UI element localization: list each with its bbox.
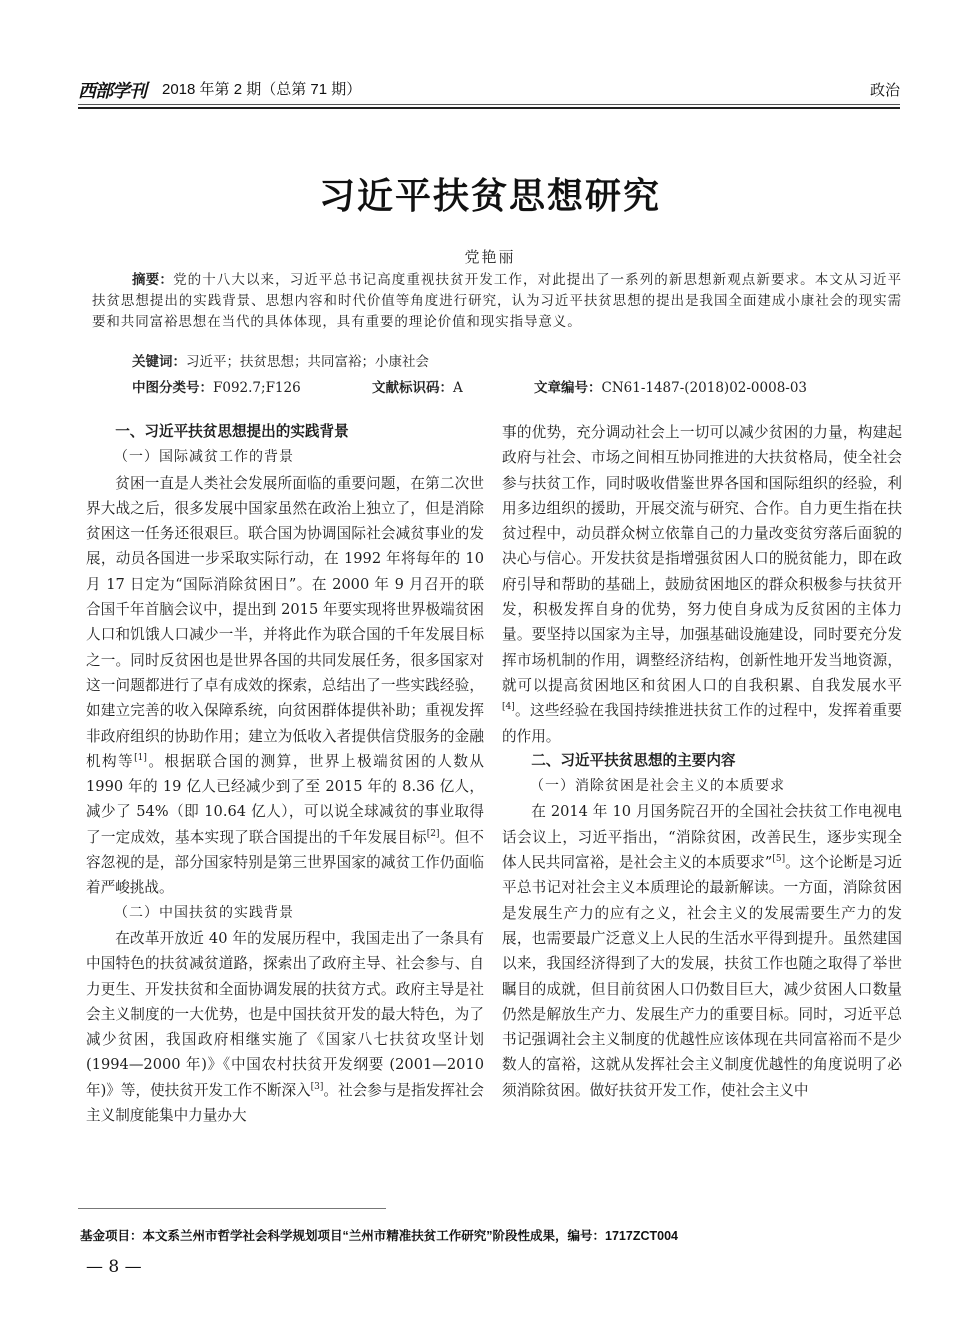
footnote-rule	[78, 1208, 386, 1209]
funding-label: 基金项目：	[80, 1229, 143, 1243]
keywords	[132, 350, 429, 370]
article-no-value: CN61-1487-(2018)02-0008-03	[601, 380, 808, 396]
clc-number	[132, 376, 301, 396]
header-rule-thick	[78, 107, 900, 109]
citation-ref: [3]	[310, 1081, 324, 1092]
article-title: 习近平扶贫思想研究	[318, 175, 661, 217]
abstract-label: 摘要：	[132, 272, 174, 287]
paragraph: 在 2014 年 10 月国务院召开的全国社会扶贫工作电视电话会议上，习近平指出，“消除贫困，改善民生，逐步实现全体人民共同富裕，是社会主义的本质要求”[5]。这个论断是习近平总书记对社会主义本质理论的最新解读。一方面，消除贫困是发展生产力的应有之义，社会主义的发展需要生产力的发展，也需要最广泛意义上人民的生活水平得到提升。虽然建国以来，我国经济得到了大的发展，扶贫工作也随之取得了举世瞩目的成就，但目前贫困人口仍数目巨大，减少贫困人口数量仍然是解放生产力、发展生产力的重要目标。同时，习近平总书记强调社会主义制度的优越性应该体现在共同富裕而不是少数人的富裕，这就从发挥社会主义制度优越性的角度说明了必须消除贫困。做好扶贫开发工作，使社会主义中	[502, 803, 902, 1099]
keywords-label: 关键词：	[132, 354, 186, 369]
journal-logo: 西部学刊	[78, 81, 146, 102]
citation-ref: [5]	[772, 854, 786, 865]
abstract	[92, 269, 902, 333]
section-tag: 政治	[869, 82, 900, 99]
paragraph: 贫困一直是人类社会发展所面临的重要问题，在第二次世界大战之后，很多发展中国家虽然在政治上独立了，但是消除贫困这一任务还很艰巨。联合国为协调国际社会减贫事业的发展，动员各国进一步采取实际行动，在 1992 年将每年的 10 月 17 日定为“国际消除贫困日”。在 2000 年 9 月召开的联合国千年首脑会议中，提出到 2015 年要实现将世界极端贫困人口和饥饿人口减少一半，并将此作为联合国的千年发展目标之一。同时反贫困也是世界各国的共同发展任务，很多国家对这一问题都进行了卓有成效的探索，总结出了一些实践经验，如建立完善的收入保障系统，向贫困群体提供补助；重视发挥非政府组织的协助作用；建立为低收入者提供信贷服务的金融机构等[1]。根据联合国的测算，世界上极端贫困的人数从 1990 年的 19 亿人已经减少到了至 2015 年的 8.36 亿人，减少了 54%（即 10.64 亿人），可以说全球减贫的事业取得了一定成效，基本实现了联合国提出的千年发展目标[2]。但不容忽视的是，部分国家特别是第三世界国家的减贫工作仍面临着严峻挑战。	[86, 474, 484, 897]
funding-note	[80, 1226, 678, 1244]
paragraph: 在改革开放近 40 年的发展历程中，我国走出了一条具有中国特色的扶贫减贫道路，探索出了政府主导、社会参与、自力更生、开发扶贫和全面协调发展的扶贫方式。政府主导是社会主义制度的一大优势，也是中国扶贫开发的最大特色，为了减少贫困，我国政府相继实施了《国家八七扶贫攻坚计划 (1994—2000 年)》《中国农村扶贫开发纲要 (2001—2010 年)》等，使扶贫开发工作不断深入[3]。社会参与是指发挥社会主义制度能集中力量办大	[86, 929, 484, 1125]
paragraph: 事的优势，充分调动社会上一切可以减少贫困的力量，构建起政府与社会、市场之间相互协同推进的大扶贫格局，使全社会参与扶贫工作，同时吸收借鉴世界各国和国际组织的经验，利用多边组织的援助，开展交流与研究、合作。自力更生指在扶贫过程中，动员群众树立依靠自己的力量改变贫穷落后面貌的决心与信心。开发扶贫是指增强贫困人口的脱贫能力，即在政府引导和帮助的基础上，鼓励贫困地区的群众积极参与扶贫开发，积极发挥自身的优势，努力使自身成为反贫困的主体力量。要坚持以国家为主导，加强基础设施建设，同时要充分发挥市场机制的作用，调整经济结构，创新性地开发当地资源，就可以提高贫困地区和贫困人口的自我积累、自我发展水平[4]。这些经验在我国持续推进扶贫工作的过程中，发挥着重要的作用。	[502, 424, 902, 745]
subsection-heading: （二）中国扶贫的实践背景	[114, 904, 294, 921]
issue-info: 2018 年第 2 期（总第 71 期）	[162, 81, 362, 98]
subsection-heading: （一）国际减贫工作的背景	[114, 449, 294, 466]
citation-ref: [1]	[134, 752, 147, 763]
clc-value: F092.7;F126	[213, 380, 301, 396]
funding-text: 本文系兰州市哲学社会科学规划项目“兰州市精准扶贫工作研究”阶段性成果，编号：1717ZCT004	[142, 1229, 678, 1243]
section-heading: 一、习近平扶贫思想提出的实践背景	[115, 424, 349, 440]
section-heading: 二、习近平扶贫思想的主要内容	[531, 752, 736, 769]
running-header	[78, 75, 900, 101]
article-no-label: 文章编号：	[534, 380, 602, 395]
clc-label: 中图分类号：	[132, 380, 213, 395]
left-column	[86, 420, 484, 1128]
doc-code-value: A	[453, 380, 463, 396]
page-number: — 8 —	[86, 1257, 142, 1277]
abstract-text: 党的十八大以来，习近平总书记高度重视扶贫开发工作，对此提出了一系列的新思想新观点新要求。本文从习近平扶贫思想提出的实践背景、思想内容和时代价值等角度进行研究，认为习近平扶贫思想的提出是我国全面建成小康社会的现实需要和共同富裕思想在当代的具体体现，具有重要的理论价值和现实指导意义。	[92, 272, 903, 330]
keywords-text: 习近平；扶贫思想；共同富裕；小康社会	[186, 354, 429, 370]
doc-code-label: 文献标识码：	[372, 380, 453, 395]
citation-ref: [4]	[502, 702, 515, 713]
document-code	[372, 376, 463, 396]
right-column	[502, 420, 902, 1103]
article-author: 党艳丽	[464, 248, 516, 266]
citation-ref: [2]	[426, 828, 440, 839]
subsection-heading: （一）消除贫困是社会主义的本质要求	[530, 778, 785, 795]
header-rule	[78, 104, 900, 105]
article-number	[534, 376, 807, 396]
